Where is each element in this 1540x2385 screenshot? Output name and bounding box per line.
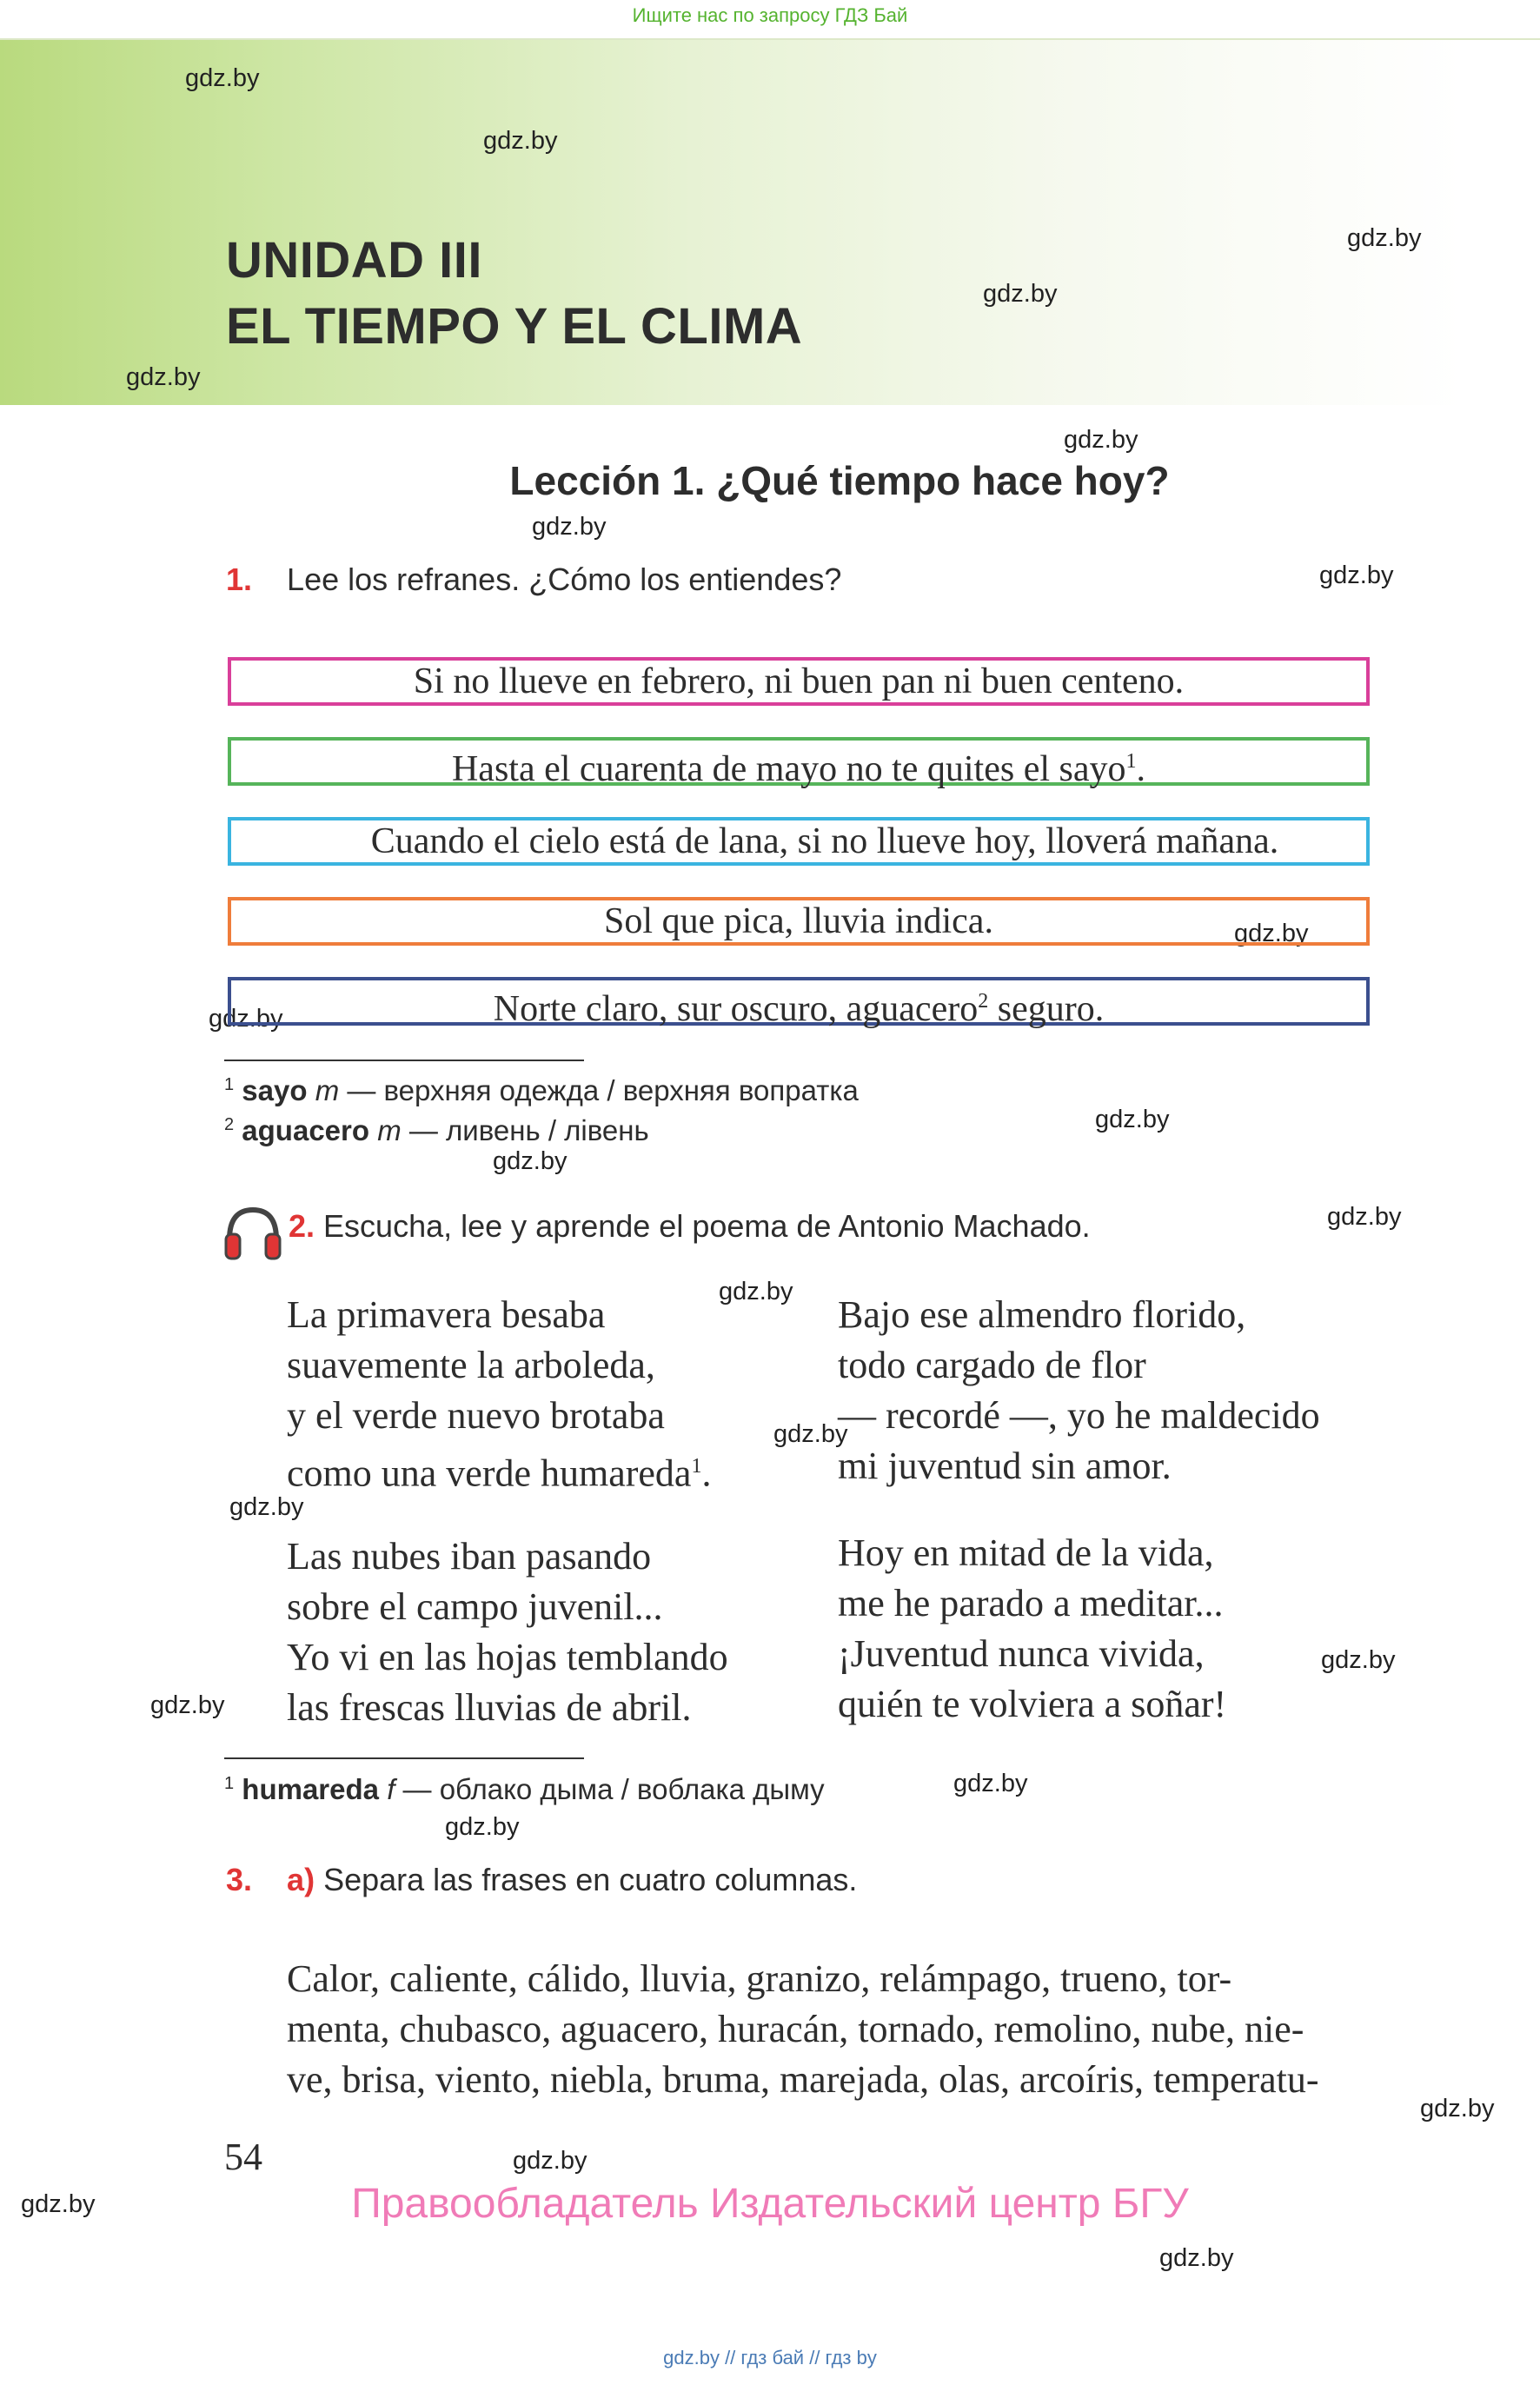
proverb-box: Si no llueve en febrero, ni buen pan ni buen centeno. [228,657,1370,706]
task-text: Escucha, lee y aprende el poema de Antonio Machado. [323,1208,1091,1244]
watermark: gdz.by [1234,920,1309,947]
watermark: gdz.by [483,127,558,155]
watermark: gdz.by [532,513,607,541]
watermark: gdz.by [773,1420,848,1448]
proverb-box: Sol que pica, lluvia indica. [228,897,1370,946]
task-number: 1. [226,561,253,597]
task-sublabel: a) [287,1862,315,1897]
lesson-title: Lección 1. ¿Qué tiempo hace hoy? [509,458,1170,503]
page-number: 54 [224,2136,262,2178]
watermark: gdz.by [1420,2095,1495,2123]
task-1 [226,561,841,598]
watermark: gdz.by [1327,1203,1402,1231]
watermark: gdz.by [1159,2244,1234,2272]
watermark: gdz.by [445,1813,520,1841]
word-list-paragraph: Calor, caliente, cálido, lluvia, granizo, relámpago, trueno, tor- menta, chubasco, aguacero, huracán, tornado, remolino, nube, nie- ve, brisa, viento, niebla, bruma, marejada, olas, arcoíris, temperatu- [287,1957,1319,2101]
footnote-divider [224,1757,584,1759]
unit-number: UNIDAD III [226,232,482,289]
unit-name: EL TIEMPO Y EL CLIMA [226,298,803,355]
watermark: gdz.by [1347,224,1422,252]
headphones-icon[interactable] [222,1205,283,1266]
top-banner [0,0,1540,41]
proverb-box: Norte claro, sur oscuro, aguacero$^2$ seguro. [228,977,1370,1026]
watermark: gdz.by [513,2147,587,2175]
task-3 [226,1862,857,1898]
task-2 [289,1208,1091,1245]
publisher-notice: Правообладатель Издательский центр БГУ [351,2181,1189,2227]
bottom-links[interactable]: gdz.by // гдз бай // гдз by [663,2347,877,2368]
watermark: gdz.by [126,363,201,391]
watermark: gdz.by [229,1493,304,1521]
proverb-box: Cuando el cielo está de lana, si no llueve hoy, lloverá mañana. [228,817,1370,866]
watermark: gdz.by [1064,426,1138,454]
watermark: gdz.by [1095,1106,1170,1133]
watermark: gdz.by [983,280,1058,308]
poem-stanza: La primavera besaba suavemente la arboleda, y el verde nuevo brotaba como una verde humareda$^1$. [287,1293,712,1495]
watermark: gdz.by [1321,1646,1396,1674]
watermark: gdz.by [209,1005,283,1033]
task-text: Lee los refranes. ¿Cómo los entiendes? [287,561,842,597]
watermark: gdz.by [1319,561,1394,589]
poem-stanza: Hoy en mitad de la vida, me he parado a meditar... ¡Juventud nunca vivida, quién te volviera a soñar! [838,1531,1227,1725]
watermark: gdz.by [719,1278,793,1305]
unit-title [226,228,802,360]
watermark: gdz.by [21,2190,96,2218]
task-number: 3. [226,1862,253,1897]
poem-stanza: Las nubes iban pasando sobre el campo juvenil... Yo vi en las hojas temblando las frescas lluvias de abril. [287,1535,728,1729]
task-number: 2. [289,1208,315,1244]
footnote: $^2$ aguacero m — ливень / лівень [224,1114,649,1146]
watermark: gdz.by [150,1691,225,1719]
proverb-box: Hasta el cuarenta de mayo no te quites el sayo$^1$. [228,737,1370,786]
footnote: $^1$ sayo m — верхняя одежда / верхняя вопратка [224,1074,859,1106]
watermark: gdz.by [185,64,260,92]
task-text: Separa las frases en cuatro columnas. [323,1862,858,1897]
footnote-divider [224,1060,584,1061]
watermark: gdz.by [953,1770,1028,1797]
watermark: gdz.by [493,1147,568,1175]
top-banner-text[interactable]: Ищите нас по запросу ГДЗ Бай [632,4,908,26]
footnote: $^1$ humareda f — облако дыма / воблака дыму [224,1773,825,1805]
poem-stanza: Bajo ese almendro florido, todo cargado de flor — recordé —, yo he maldecido mi juventud sin amor. [838,1293,1320,1487]
